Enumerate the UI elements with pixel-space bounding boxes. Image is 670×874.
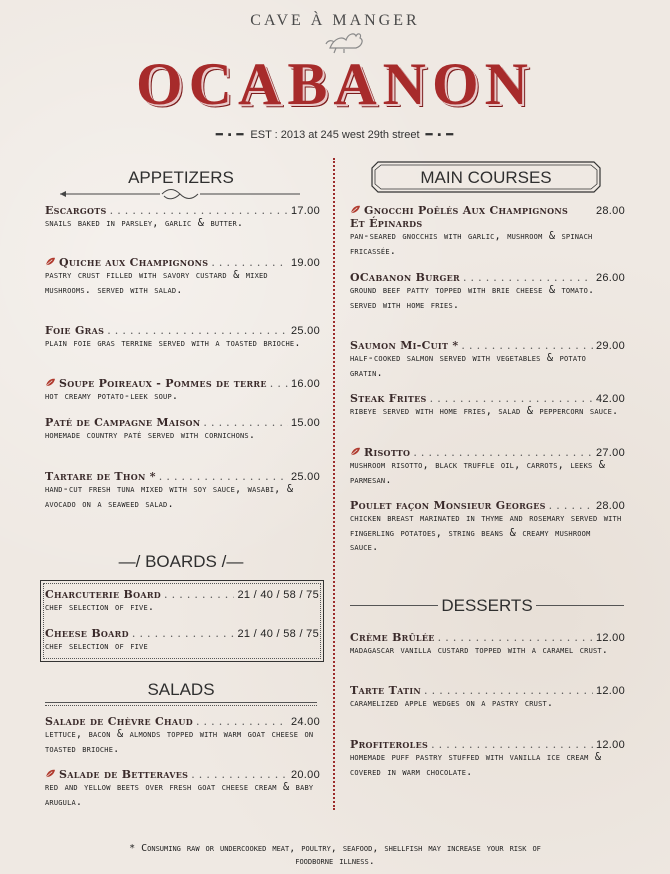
menu-item bbox=[45, 377, 320, 405]
item-name: Crème Brûlée bbox=[350, 631, 435, 644]
item-price: 42.00 bbox=[595, 393, 625, 405]
tagline: CAVE À MANGER bbox=[250, 12, 420, 29]
item-name: Tartare de Thon * bbox=[45, 470, 156, 483]
menu-item bbox=[350, 204, 625, 259]
item-name: Tarte Tatin bbox=[350, 684, 422, 697]
item-name: Salade de Chèvre Chaud bbox=[45, 715, 193, 728]
column-divider bbox=[333, 158, 335, 810]
item-name: Salade de Betteraves bbox=[59, 768, 189, 781]
menu-item bbox=[45, 588, 319, 616]
item-description: half-cooked salmon served with vegetables & potato gratin. bbox=[350, 353, 587, 379]
item-price: 19.00 bbox=[290, 257, 320, 269]
menu-item bbox=[350, 738, 625, 780]
item-description: pastry crust filled with savory custard & mixed mushrooms. served with salad. bbox=[45, 270, 268, 296]
item-description: lettuce, bacon & almonds topped with warm goat cheese on toasted brioche. bbox=[45, 729, 314, 755]
menu-item bbox=[45, 627, 319, 655]
menu-item bbox=[45, 470, 320, 512]
item-price: 12.00 bbox=[595, 685, 625, 697]
disclaimer-line: foodborne illness. bbox=[295, 856, 375, 867]
item-description: pan-seared gnocchis with garlic, mushroom & spinach fricassée. bbox=[350, 231, 593, 257]
brand-logo: OCABANON bbox=[135, 51, 534, 117]
menu-item bbox=[45, 768, 320, 810]
item-description: chef selection of five. bbox=[45, 602, 155, 613]
item-name: Gnocchi Poêlés Aux Champignons bbox=[364, 204, 569, 217]
ornament-divider bbox=[60, 188, 300, 200]
menu-item bbox=[350, 446, 625, 488]
salads-rule-dotted bbox=[45, 705, 317, 706]
item-description: ground beef patty topped with brie cheese & tomato. served with home fries. bbox=[350, 285, 595, 311]
allergy-disclaimer bbox=[30, 842, 640, 868]
item-description: caramelized apple wedges on a pastry crust. bbox=[350, 698, 554, 709]
item-name: Cheese Board bbox=[45, 627, 129, 640]
menu-item bbox=[350, 392, 625, 420]
est-text: EST : 2013 at 245 west 29th street bbox=[250, 129, 420, 141]
desserts-rule-left bbox=[350, 605, 438, 606]
item-description: snails baked in parsley, garlic & butter. bbox=[45, 218, 244, 229]
item-price: 27.00 bbox=[595, 447, 625, 459]
item-description: red and yellow beets over fresh goat cheese cream & baby arugula. bbox=[45, 782, 314, 808]
desserts-heading: DESSERTS bbox=[441, 596, 533, 615]
item-description: homemade puff pastry stuffed with vanilla ice cream & covered in warm chocolate. bbox=[350, 752, 602, 778]
item-price: 28.00 bbox=[595, 205, 625, 217]
item-price: 17.00 bbox=[290, 205, 320, 217]
item-name: Poulet façon Monsieur Georges bbox=[350, 499, 546, 512]
item-price: 24.00 bbox=[290, 716, 320, 728]
item-price: 12.00 bbox=[595, 632, 625, 644]
menu-item bbox=[45, 715, 320, 757]
menu-item bbox=[45, 416, 320, 444]
item-price: 28.00 bbox=[595, 500, 625, 512]
boards-heading bbox=[40, 552, 322, 572]
menu-item bbox=[45, 204, 320, 232]
item-name: OCabanon Burger bbox=[350, 271, 460, 284]
item-name: Profiteroles bbox=[350, 738, 429, 751]
item-description: plain foie gras terrine served with a toasted brioche. bbox=[45, 338, 301, 349]
leaf-icon bbox=[350, 447, 361, 456]
item-price: 25.00 bbox=[290, 325, 320, 337]
item-price: 12.00 bbox=[595, 739, 625, 751]
leaf-icon bbox=[45, 769, 56, 778]
main-courses-heading: MAIN COURSES bbox=[420, 168, 552, 187]
menu-item bbox=[350, 339, 625, 381]
item-price: 26.00 bbox=[595, 272, 625, 284]
leaf-icon bbox=[45, 257, 56, 266]
item-name: Quiche aux Champignons bbox=[59, 256, 209, 269]
item-name: Risotto bbox=[364, 446, 411, 459]
item-name: Soupe Poireaux - Pommes de terre bbox=[59, 377, 267, 390]
item-name: Foie Gras bbox=[45, 324, 105, 337]
disclaimer-line: * Consuming raw or undercooked meat, poultry, seafood, shellfish may increase your risk of bbox=[129, 843, 541, 854]
item-price: 21 / 40 / 58 / 75 bbox=[237, 589, 319, 601]
item-price: 21 / 40 / 58 / 75 bbox=[237, 628, 319, 640]
item-name-cont: Et Épinards bbox=[350, 217, 423, 230]
boards-flourish-left: —/ bbox=[118, 552, 146, 571]
item-description: madagascar vanilla custard topped with a caramel crust. bbox=[350, 645, 609, 656]
menu-item bbox=[350, 271, 625, 313]
appetizers-heading: APPETIZERS bbox=[128, 168, 234, 187]
item-price: 20.00 bbox=[290, 769, 320, 781]
item-name: Escargots bbox=[45, 204, 107, 217]
menu-item bbox=[350, 631, 625, 659]
menu-item bbox=[350, 684, 625, 712]
item-name: Saumon Mi-Cuit * bbox=[350, 339, 459, 352]
menu-item bbox=[45, 324, 320, 352]
item-description: hand-cut fresh tuna mixed with soy sauce, wasabi, & avocado on a seaweed salad. bbox=[45, 484, 294, 510]
item-name: Paté de Campagne Maison bbox=[45, 416, 201, 429]
established-line: ━ ▪ ━ EST : 2013 at 245 west 29th street ━ ▪ ━ bbox=[216, 129, 454, 141]
item-price: 29.00 bbox=[595, 340, 625, 352]
item-price: 25.00 bbox=[290, 471, 320, 483]
item-name: Steak Frites bbox=[350, 392, 427, 405]
item-price: 15.00 bbox=[290, 417, 320, 429]
item-description: hot creamy potato-leek soup. bbox=[45, 391, 179, 402]
item-description: chef selection of five bbox=[45, 641, 148, 652]
leaf-icon bbox=[350, 205, 361, 214]
salads-rule bbox=[45, 702, 317, 703]
item-price: 16.00 bbox=[290, 378, 320, 390]
item-description: homemade country paté served with cornichons. bbox=[45, 430, 256, 441]
item-description: ribeye served with home fries, salad & peppercorn sauce. bbox=[350, 406, 619, 417]
salads-heading: SALADS bbox=[147, 680, 215, 699]
item-description: mushroom risotto, black truffle oil, carrots, leeks & parmesan. bbox=[350, 460, 606, 486]
boards-flourish-right: /— bbox=[216, 552, 244, 571]
menu-item bbox=[350, 499, 625, 556]
item-name: Charcuterie Board bbox=[45, 588, 162, 601]
leaf-icon bbox=[45, 378, 56, 387]
menu-item bbox=[45, 256, 320, 298]
item-description: chicken breast marinated in thyme and rosemary served with fingerling potatoes, string beans & creamy mushroom sauce. bbox=[350, 513, 622, 553]
desserts-rule-right bbox=[536, 605, 624, 606]
boards-heading-text: BOARDS bbox=[145, 552, 217, 571]
